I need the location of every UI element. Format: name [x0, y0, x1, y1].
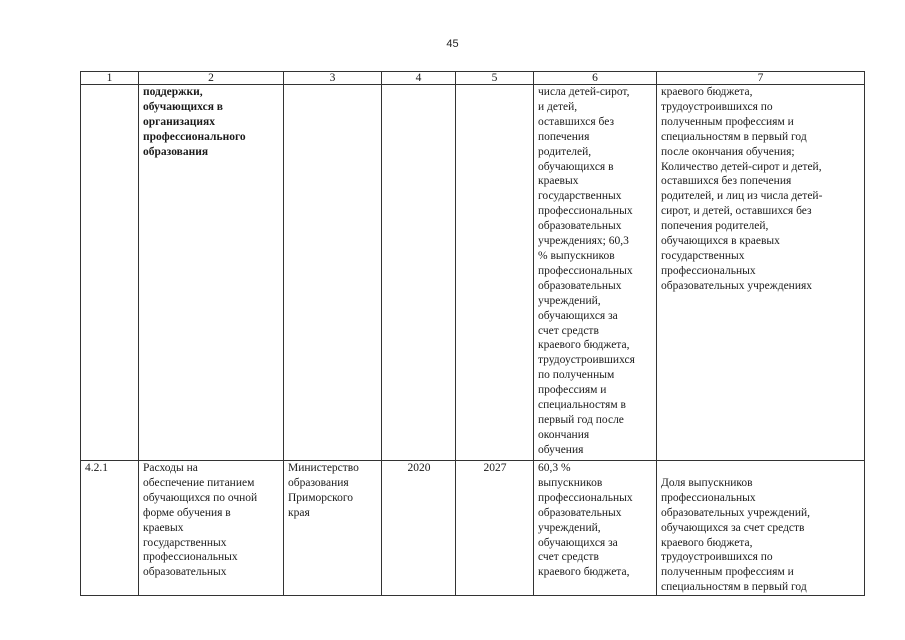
event-name-cell: Расходы на обеспечение питанием обучающихся по очной форме обучения в краевых государственных профессиональных образовательных [139, 461, 284, 596]
program-table [80, 71, 865, 596]
header-cell-4: 4 [382, 72, 456, 85]
header-cell-7: 7 [657, 72, 865, 85]
header-cell-1: 1 [81, 72, 139, 85]
start-year-cell: 2020 [382, 461, 456, 596]
expected-result-cell: числа детей-сирот, и детей, оставшихся без попечения родителей, обучающихся в краевых государственных профессиональных образовательных учреждениях; 60,3 % выпускников профессиональных образовательных учреждений, обучающихся за счет средств краевого бюджета, трудоустроившихся по полученным профессиям и специальностям в первый год после окончания обучения [534, 85, 657, 461]
header-cell-2: 2 [139, 72, 284, 85]
expected-result-cell: 60,3 % выпускников профессиональных образовательных учреждений, обучающихся за счет средств краевого бюджета, [534, 461, 657, 596]
row-number-cell [81, 85, 139, 461]
table-row [81, 85, 865, 461]
row-number-cell: 4.2.1 [81, 461, 139, 596]
header-cell-3: 3 [284, 72, 382, 85]
event-name-cell: поддержки, обучающихся в организациях профессионального образования [139, 85, 284, 461]
indicator-cell: Доля выпускников профессиональных образовательных учреждений, обучающихся за счет средств краевого бюджета, трудоустроившихся по полученным профессиям и специальностям в первый год [657, 461, 865, 596]
start-year-cell [382, 85, 456, 461]
header-cell-5: 5 [456, 72, 534, 85]
executor-cell [284, 85, 382, 461]
executor-cell: Министерство образования Приморского края [284, 461, 382, 596]
header-row [81, 72, 865, 85]
header-cell-6: 6 [534, 72, 657, 85]
end-year-cell: 2027 [456, 461, 534, 596]
end-year-cell [456, 85, 534, 461]
indicator-cell: краевого бюджета, трудоустроившихся по полученным профессиям и специальностям в первый год после окончания обучения; Количество детей-сирот и детей, оставшихся без попечения родителей, и лиц из числа детей- сирот, и детей, оставшихся без попечения родителей, обучающихся в краевых государственных профессиональных образовательных учреждениях [657, 85, 865, 461]
table-row [81, 461, 865, 596]
page-number: 45 [446, 38, 459, 50]
